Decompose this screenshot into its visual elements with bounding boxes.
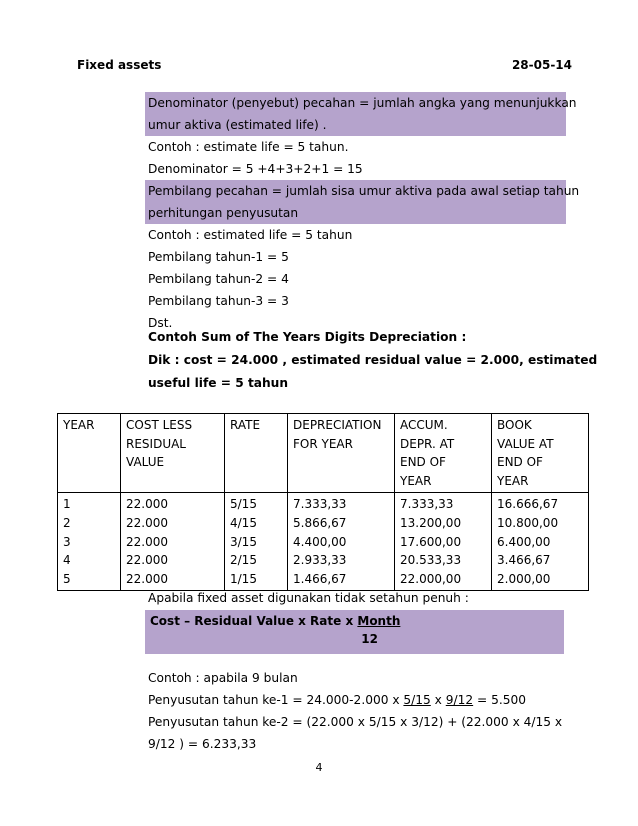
- cell-line: ACCUM.: [400, 418, 448, 432]
- numerator-year2: Pembilang tahun-2 = 4: [148, 272, 289, 286]
- header-accum-depr: [395, 414, 492, 493]
- cell-line: 22.000: [126, 534, 168, 549]
- example2-line2: [145, 689, 585, 711]
- cell-line: 2: [63, 515, 71, 530]
- cell-line: 3/15: [230, 534, 257, 549]
- example-given-line1: Dik : cost = 24.000 , estimated residual value = 2.000, estimated: [148, 353, 598, 367]
- cell-line: 13.200,00: [400, 515, 462, 530]
- example-title: Contoh Sum of The Years Digits Depreciation :: [148, 330, 467, 344]
- year1-fraction2: 9/12: [445, 693, 474, 707]
- formula-denominator: 12: [361, 632, 378, 646]
- partial-year-text: Apabila fixed asset digunakan tidak setahun penuh :: [148, 591, 469, 605]
- table-row: [58, 493, 589, 591]
- cell-line: 2/15: [230, 553, 257, 568]
- cell-line: FOR YEAR: [293, 436, 353, 451]
- cell-line: 7.333,33: [400, 497, 454, 512]
- cell-line: VALUE: [126, 455, 165, 470]
- cell-line: END OF: [400, 455, 446, 470]
- cell-line: 5/15: [230, 497, 257, 512]
- cell-line: RATE: [230, 418, 261, 432]
- cell-line: DEPR. AT: [400, 436, 455, 451]
- denominator-formula: Denominator = 5 +4+3+2+1 = 15: [148, 162, 363, 176]
- cell-line: COST LESS: [126, 418, 193, 432]
- cell-line: 1.466,67: [293, 571, 347, 586]
- cell-line: VALUE AT: [497, 436, 554, 451]
- numerator-definition-line1: Pembilang pecahan = jumlah sisa umur aktiva pada awal setiap tahun: [148, 184, 580, 198]
- cell-line: 22.000: [126, 497, 168, 512]
- cell-line: 20.533,33: [400, 553, 462, 568]
- example2-section: [145, 667, 585, 755]
- cell-line: 22.000: [126, 553, 168, 568]
- example2-line3: Penyusutan tahun ke-2 = (22.000 x 5/15 x 3/12) + (22.000 x 4/15 x: [148, 715, 563, 729]
- intro-section: [145, 92, 580, 334]
- cell-line: 17.600,00: [400, 534, 462, 549]
- cell-line: YEAR: [400, 473, 432, 488]
- cell-line: 10.800,00: [497, 515, 559, 530]
- cell-line: 1/15: [230, 571, 257, 586]
- col-depreciation: [288, 493, 395, 591]
- highlight-numerator: [145, 180, 580, 224]
- cell-line: 6.400,00: [497, 534, 551, 549]
- example-section: [145, 326, 598, 395]
- cell-line: 3.466,67: [497, 553, 551, 568]
- highlight-denominator: [145, 92, 577, 136]
- cell-line: 2.000,00: [497, 571, 551, 586]
- document-title: Fixed assets: [77, 58, 162, 72]
- cell-line: 1: [63, 497, 71, 512]
- col-accum-depr: [395, 493, 492, 591]
- denominator-definition-line2: umur aktiva (estimated life) .: [148, 118, 327, 132]
- partial-year-intro: [145, 587, 469, 609]
- header-depreciation: [288, 414, 395, 493]
- cell-line: 4.400,00: [293, 534, 347, 549]
- year1-result: = 5.500: [473, 693, 526, 707]
- cell-line: YEAR: [497, 473, 529, 488]
- formula-numerator: [145, 610, 564, 632]
- cell-line: 16.666,67: [497, 497, 559, 512]
- cell-line: 3: [63, 534, 71, 549]
- cell-line: END OF: [497, 455, 543, 470]
- cell-line: 22.000: [126, 515, 168, 530]
- example2-line4: 9/12 ) = 6.233,33: [148, 737, 257, 751]
- document-date: 28-05-14: [511, 58, 572, 72]
- header-book-value: [492, 414, 589, 493]
- cell-line: BOOK: [497, 418, 532, 432]
- formula-main: Cost – Residual Value x Rate x: [150, 614, 358, 628]
- numerator-definition-line2: perhitungan penyusutan: [148, 206, 299, 220]
- estimate-life-example: Contoh : estimate life = 5 tahun.: [148, 140, 349, 154]
- header-rate: [225, 414, 288, 493]
- col-rate: [225, 493, 288, 591]
- year1-fraction1: 5/15: [403, 693, 431, 707]
- example2-line1: Contoh : apabila 9 bulan: [148, 671, 298, 685]
- numerator-year3: Pembilang tahun-3 = 3: [148, 294, 289, 308]
- cell-line: 22.000: [126, 571, 168, 586]
- cell-line: DEPRECIATION: [293, 418, 382, 432]
- formula-month: Month: [357, 614, 401, 628]
- header-year: [58, 414, 121, 493]
- numerator-year1: Pembilang tahun-1 = 5: [148, 250, 289, 264]
- col-year: [58, 493, 121, 591]
- depreciation-table: [57, 413, 589, 591]
- cell-line: YEAR: [63, 418, 95, 432]
- cell-line: 5.866,67: [293, 515, 347, 530]
- year1-text: Penyusutan tahun ke-1 = 24.000-2.000 x: [148, 693, 404, 707]
- estimated-life-example: Contoh : estimated life = 5 tahun: [148, 228, 353, 242]
- cell-line: 4: [63, 553, 71, 568]
- denominator-definition-line1: Denominator (penyebut) pecahan = jumlah angka yang menunjukkan: [148, 96, 577, 110]
- cell-line: 5: [63, 571, 71, 586]
- year1-times: x: [430, 693, 446, 707]
- example-given-line2: useful life = 5 tahun: [148, 376, 289, 390]
- col-book-value: [492, 493, 589, 591]
- cell-line: 2.933,33: [293, 553, 347, 568]
- cell-line: 22.000,00: [400, 571, 462, 586]
- cell-line: 4/15: [230, 515, 257, 530]
- etc-text: Dst.: [148, 316, 173, 330]
- cell-line: RESIDUAL: [126, 436, 186, 451]
- table-header-row: [58, 414, 589, 493]
- highlight-formula: [145, 610, 564, 654]
- col-cost-less-residual: [121, 493, 225, 591]
- cell-line: 7.333,33: [293, 497, 347, 512]
- page-number: 4: [315, 761, 323, 774]
- header-cost-less-residual: [121, 414, 225, 493]
